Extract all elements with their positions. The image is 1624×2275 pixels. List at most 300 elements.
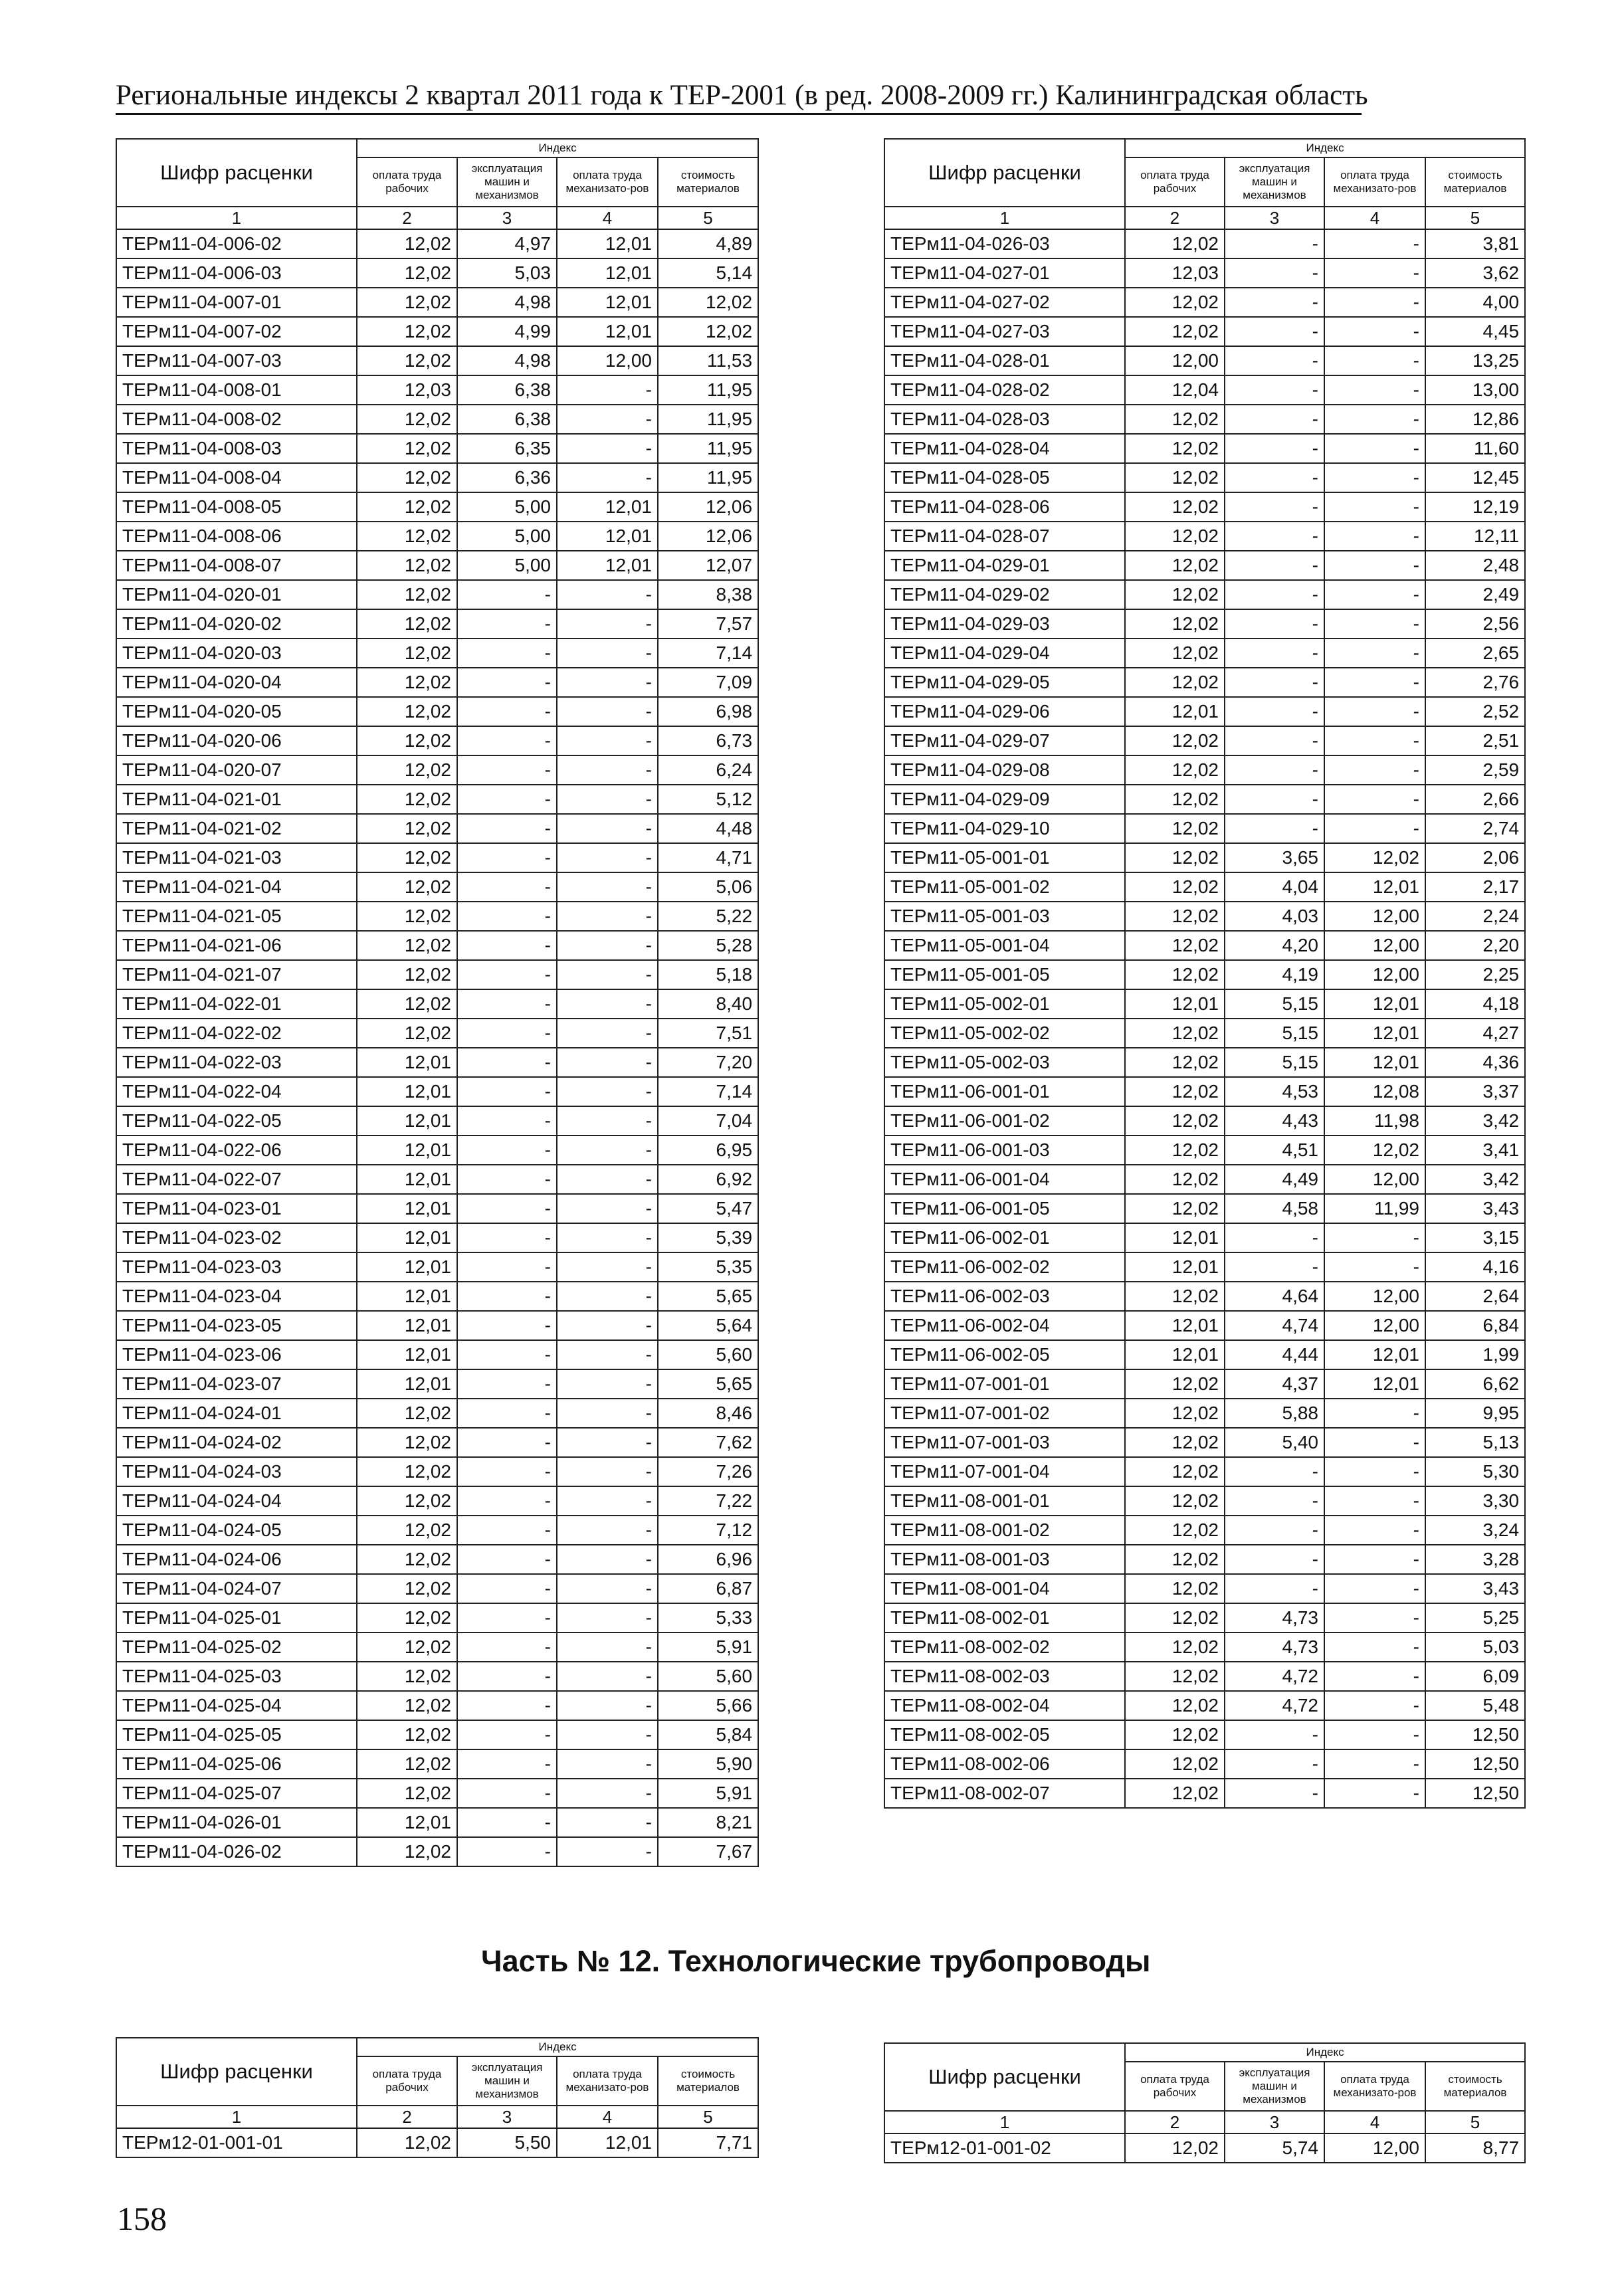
index-value-cell: 6,96 — [658, 1545, 758, 1574]
index-value-cell: 5,15 — [1225, 1019, 1324, 1048]
table-row — [884, 463, 1525, 492]
rate-code-cell: ТЕРм11-04-026-01 — [116, 1808, 357, 1837]
index-value-cell: 12,02 — [357, 346, 457, 375]
table-row — [116, 522, 758, 551]
index-value-cell: 12,02 — [1125, 785, 1225, 814]
index-value-cell: 12,02 — [1125, 1369, 1225, 1399]
index-value-cell: 4,37 — [1225, 1369, 1324, 1399]
index-value-cell: 12,02 — [1125, 492, 1225, 522]
index-value-cell: 12,01 — [357, 1106, 457, 1136]
index-value-cell: - — [457, 1457, 557, 1486]
rate-code-cell: ТЕРм11-06-002-05 — [884, 1340, 1125, 1369]
index-value-cell: 4,51 — [1225, 1136, 1324, 1165]
index-value-cell: 7,62 — [658, 1428, 758, 1457]
rate-code-cell: ТЕРм11-05-001-03 — [884, 902, 1125, 931]
index-value-cell: - — [1225, 609, 1324, 639]
rate-code-cell: ТЕРм11-04-029-04 — [884, 639, 1125, 668]
index-value-cell: - — [457, 1019, 557, 1048]
index-value-cell: 11,99 — [1324, 1194, 1425, 1223]
rate-code-cell: ТЕРм11-07-001-02 — [884, 1399, 1125, 1428]
index-value-cell: - — [1225, 434, 1324, 463]
rate-code-cell: ТЕРм11-04-008-02 — [116, 405, 357, 434]
rate-code-cell: ТЕРм11-04-024-03 — [116, 1457, 357, 1486]
index-value-cell: - — [1225, 288, 1324, 317]
index-value-cell: 12,02 — [357, 1486, 457, 1516]
index-value-cell: 12,02 — [1125, 1516, 1225, 1545]
table-row — [116, 551, 758, 580]
rate-code-cell: ТЕРм11-04-020-02 — [116, 609, 357, 639]
index-value-cell: - — [1324, 785, 1425, 814]
index-value-cell: 5,25 — [1425, 1603, 1525, 1632]
index-value-cell: 12,02 — [1125, 872, 1225, 902]
column-number: 5 — [658, 2106, 758, 2128]
index-value-cell: 7,14 — [658, 1077, 758, 1106]
index-value-cell: - — [457, 1545, 557, 1574]
rate-code-cell: ТЕРм11-04-022-04 — [116, 1077, 357, 1106]
index-value-cell: - — [557, 1428, 658, 1457]
index-value-cell: 12,01 — [1324, 1369, 1425, 1399]
table-row — [116, 229, 758, 258]
index-value-cell: 3,62 — [1425, 258, 1525, 288]
index-value-cell: - — [1225, 1252, 1324, 1282]
index-value-cell: - — [1225, 1516, 1324, 1545]
rate-code-cell: ТЕРм11-06-002-04 — [884, 1311, 1125, 1340]
index-value-cell: - — [557, 989, 658, 1019]
index-value-cell: - — [557, 1369, 658, 1399]
index-value-cell: 12,02 — [357, 726, 457, 755]
rate-code-cell: ТЕРм11-05-002-03 — [884, 1048, 1125, 1077]
index-value-cell: 5,30 — [1425, 1457, 1525, 1486]
index-value-cell: - — [1225, 1779, 1324, 1808]
index-value-cell: - — [457, 697, 557, 726]
header-machines: эксплуатация машин и механизмов — [457, 2056, 557, 2106]
index-value-cell: - — [557, 931, 658, 960]
table-row — [884, 1136, 1525, 1165]
index-value-cell: 12,02 — [357, 872, 457, 902]
table-row — [884, 1428, 1525, 1457]
index-value-cell: 12,02 — [1125, 463, 1225, 492]
index-value-cell: 2,76 — [1425, 668, 1525, 697]
index-value-cell: 4,58 — [1225, 1194, 1324, 1223]
index-value-cell: - — [557, 960, 658, 989]
table-row — [884, 1720, 1525, 1749]
index-value-cell: 12,02 — [1125, 1749, 1225, 1779]
header-machines: эксплуатация машин и механизмов — [1225, 157, 1324, 207]
table-row — [116, 1252, 758, 1282]
index-value-cell: - — [1225, 317, 1324, 346]
rate-code-cell: ТЕРм11-06-002-01 — [884, 1223, 1125, 1252]
table-row — [884, 639, 1525, 668]
index-value-cell: - — [457, 580, 557, 609]
index-value-cell: - — [1324, 814, 1425, 843]
index-value-cell: - — [557, 463, 658, 492]
index-value-cell: 12,01 — [1125, 697, 1225, 726]
index-value-cell: 4,89 — [658, 229, 758, 258]
index-value-cell: 2,24 — [1425, 902, 1525, 931]
table-row — [116, 755, 758, 785]
index-value-cell: - — [1225, 405, 1324, 434]
index-value-cell: - — [1225, 229, 1324, 258]
index-value-cell: 12,00 — [1324, 1165, 1425, 1194]
rate-code-cell: ТЕРм11-04-024-04 — [116, 1486, 357, 1516]
table-row — [884, 492, 1525, 522]
rate-code-cell: ТЕРм11-04-020-03 — [116, 639, 357, 668]
table-row — [116, 814, 758, 843]
table-row — [884, 1457, 1525, 1486]
index-value-cell: 12,02 — [357, 755, 457, 785]
index-value-cell: 7,20 — [658, 1048, 758, 1077]
index-value-cell: 12,02 — [357, 405, 457, 434]
header-index: Индекс — [357, 139, 758, 157]
index-value-cell: - — [1324, 492, 1425, 522]
index-value-cell: 4,71 — [658, 843, 758, 872]
index-value-cell: 12,01 — [357, 1311, 457, 1340]
index-value-cell: 12,02 — [1125, 229, 1225, 258]
table-row — [116, 639, 758, 668]
index-value-cell: 3,28 — [1425, 1545, 1525, 1574]
index-value-cell: - — [1324, 1545, 1425, 1574]
index-value-cell: - — [1324, 668, 1425, 697]
table-row — [116, 609, 758, 639]
index-value-cell: 11,95 — [658, 375, 758, 405]
index-value-cell: - — [1324, 1632, 1425, 1662]
index-value-cell: 7,26 — [658, 1457, 758, 1486]
index-value-cell: 4,18 — [1425, 989, 1525, 1019]
index-value-cell: 7,51 — [658, 1019, 758, 1048]
table-row — [884, 1077, 1525, 1106]
rate-code-cell: ТЕРм11-06-001-03 — [884, 1136, 1125, 1165]
column-number: 2 — [1125, 207, 1225, 229]
column-number: 2 — [1125, 2111, 1225, 2133]
index-value-cell: - — [557, 1691, 658, 1720]
index-value-cell: 12,00 — [1324, 902, 1425, 931]
index-value-cell: 12,01 — [1324, 989, 1425, 1019]
index-value-cell: - — [557, 1749, 658, 1779]
index-value-cell: - — [557, 814, 658, 843]
index-value-cell: - — [457, 1136, 557, 1165]
index-value-cell: 6,92 — [658, 1165, 758, 1194]
rate-code-cell: ТЕРм11-04-024-01 — [116, 1399, 357, 1428]
rate-code-cell: ТЕРм11-04-008-01 — [116, 375, 357, 405]
index-value-cell: - — [457, 902, 557, 931]
index-value-cell: 12,02 — [1125, 902, 1225, 931]
rate-code-cell: ТЕРм11-04-020-04 — [116, 668, 357, 697]
column-number: 3 — [1225, 2111, 1324, 2133]
column-number: 5 — [1425, 207, 1525, 229]
rate-code-cell: ТЕРм11-04-023-02 — [116, 1223, 357, 1252]
index-value-cell: - — [457, 726, 557, 755]
header-labor: оплата труда рабочих — [1125, 2062, 1225, 2111]
rate-code-cell: ТЕРм11-04-028-02 — [884, 375, 1125, 405]
index-value-cell: 12,01 — [357, 1165, 457, 1194]
index-value-cell: 4,20 — [1225, 931, 1324, 960]
index-value-cell: - — [1324, 1603, 1425, 1632]
index-value-cell: 12,02 — [357, 1574, 457, 1603]
index-value-cell: 11,95 — [658, 434, 758, 463]
index-value-cell: - — [557, 697, 658, 726]
index-value-cell: 5,74 — [1225, 2133, 1324, 2163]
table-row — [116, 1808, 758, 1837]
index-value-cell: - — [1324, 463, 1425, 492]
index-value-cell: 12,01 — [357, 1252, 457, 1282]
column-number: 2 — [357, 2106, 457, 2128]
rate-code-cell: ТЕРм11-08-002-07 — [884, 1779, 1125, 1808]
index-value-cell: - — [457, 843, 557, 872]
index-value-cell: 12,02 — [357, 288, 457, 317]
index-value-cell: 4,48 — [658, 814, 758, 843]
index-value-cell: 12,02 — [357, 1428, 457, 1457]
index-value-cell: 12,00 — [1125, 346, 1225, 375]
index-value-cell: 4,98 — [457, 346, 557, 375]
table-row — [884, 1691, 1525, 1720]
index-value-cell: 12,02 — [1125, 1632, 1225, 1662]
rate-code-cell: ТЕРм11-04-025-07 — [116, 1779, 357, 1808]
rate-code-cell: ТЕРм11-04-022-02 — [116, 1019, 357, 1048]
index-value-cell: - — [557, 1779, 658, 1808]
table-row — [116, 726, 758, 755]
index-value-cell: - — [457, 609, 557, 639]
index-value-cell: 2,48 — [1425, 551, 1525, 580]
index-value-cell: - — [557, 405, 658, 434]
index-value-cell: 12,02 — [357, 1691, 457, 1720]
index-value-cell: 7,14 — [658, 639, 758, 668]
table-row — [884, 989, 1525, 1019]
index-value-cell: - — [457, 785, 557, 814]
table-row — [116, 1106, 758, 1136]
index-value-cell: 8,40 — [658, 989, 758, 1019]
column-number: 5 — [1425, 2111, 1525, 2133]
index-value-cell: - — [457, 668, 557, 697]
header-materials: стоимость материалов — [1425, 157, 1525, 207]
index-value-cell: 5,14 — [658, 258, 758, 288]
table-row — [884, 785, 1525, 814]
index-value-cell: 6,38 — [457, 375, 557, 405]
index-value-cell: 12,02 — [357, 1603, 457, 1632]
rate-code-cell: ТЕРм11-05-002-02 — [884, 1019, 1125, 1048]
index-value-cell: - — [457, 1779, 557, 1808]
rate-code-cell: ТЕРм11-04-008-05 — [116, 492, 357, 522]
index-value-cell: - — [1225, 346, 1324, 375]
index-value-cell: - — [557, 726, 658, 755]
rate-code-cell: ТЕРм11-04-007-02 — [116, 317, 357, 346]
index-value-cell: 12,02 — [1125, 2133, 1225, 2163]
index-value-cell: - — [457, 1369, 557, 1399]
table-row — [884, 960, 1525, 989]
rate-code-cell: ТЕРм11-04-020-07 — [116, 755, 357, 785]
index-value-cell: 5,39 — [658, 1223, 758, 1252]
index-value-cell: 11,98 — [1324, 1106, 1425, 1136]
index-value-cell: - — [1324, 375, 1425, 405]
index-value-cell: 7,04 — [658, 1106, 758, 1136]
table-row — [116, 258, 758, 288]
index-value-cell: 1,99 — [1425, 1340, 1525, 1369]
rate-code-cell: ТЕРм11-04-025-04 — [116, 1691, 357, 1720]
rate-code-cell: ТЕРм11-04-025-03 — [116, 1662, 357, 1691]
index-value-cell: 12,02 — [1324, 1136, 1425, 1165]
index-value-cell: 3,43 — [1425, 1194, 1525, 1223]
index-value-cell: - — [557, 755, 658, 785]
rates-table-right — [884, 138, 1526, 1809]
index-value-cell: 12,02 — [357, 902, 457, 931]
index-value-cell: 12,02 — [357, 551, 457, 580]
rate-code-cell: ТЕРм11-04-022-05 — [116, 1106, 357, 1136]
index-value-cell: 12,02 — [1125, 551, 1225, 580]
index-value-cell: - — [1324, 1428, 1425, 1457]
index-value-cell: - — [557, 434, 658, 463]
index-value-cell: - — [1225, 1749, 1324, 1779]
index-value-cell: 12,02 — [658, 288, 758, 317]
table-row — [116, 960, 758, 989]
index-value-cell: - — [457, 1720, 557, 1749]
index-value-cell: 3,37 — [1425, 1077, 1525, 1106]
column-number-row — [884, 2111, 1525, 2133]
index-value-cell: 12,03 — [357, 375, 457, 405]
table-row — [884, 1662, 1525, 1691]
table-row — [116, 1632, 758, 1662]
table-row — [884, 843, 1525, 872]
index-value-cell: - — [557, 843, 658, 872]
index-value-cell: 4,44 — [1225, 1340, 1324, 1369]
index-value-cell: 12,02 — [357, 1749, 457, 1779]
rate-code-cell: ТЕРм11-04-008-04 — [116, 463, 357, 492]
index-value-cell: 12,02 — [357, 960, 457, 989]
index-value-cell: 12,01 — [1125, 989, 1225, 1019]
index-value-cell: - — [557, 1603, 658, 1632]
index-value-cell: - — [1324, 639, 1425, 668]
header-row — [884, 2043, 1525, 2062]
header-materials: стоимость материалов — [1425, 2062, 1525, 2111]
index-value-cell: - — [557, 375, 658, 405]
index-value-cell: 12,02 — [357, 1662, 457, 1691]
index-value-cell: 12,01 — [557, 288, 658, 317]
index-value-cell: 5,06 — [658, 872, 758, 902]
index-value-cell: 4,45 — [1425, 317, 1525, 346]
table-row — [116, 1574, 758, 1603]
index-value-cell: 4,03 — [1225, 902, 1324, 931]
table-row — [884, 1399, 1525, 1428]
table-row — [116, 989, 758, 1019]
header-materials: стоимость материалов — [658, 2056, 758, 2106]
table-row — [884, 1545, 1525, 1574]
index-value-cell: - — [557, 872, 658, 902]
index-value-cell: 7,57 — [658, 609, 758, 639]
rate-code-cell: ТЕРм11-04-021-04 — [116, 872, 357, 902]
index-value-cell: - — [557, 1165, 658, 1194]
table-row — [884, 1632, 1525, 1662]
index-value-cell: 4,72 — [1225, 1662, 1324, 1691]
table-row — [116, 288, 758, 317]
column-number: 2 — [357, 207, 457, 229]
index-value-cell: - — [1324, 1457, 1425, 1486]
index-value-cell: - — [557, 902, 658, 931]
index-value-cell: 4,27 — [1425, 1019, 1525, 1048]
index-value-cell: - — [557, 580, 658, 609]
header-code: Шифр расценки — [116, 139, 357, 207]
index-value-cell: 11,95 — [658, 463, 758, 492]
rate-code-cell: ТЕРм11-04-029-10 — [884, 814, 1125, 843]
index-value-cell: 3,30 — [1425, 1486, 1525, 1516]
index-value-cell: 12,01 — [557, 258, 658, 288]
index-value-cell: - — [457, 989, 557, 1019]
header-row — [884, 139, 1525, 157]
index-value-cell: - — [457, 1106, 557, 1136]
index-value-cell: 12,86 — [1425, 405, 1525, 434]
index-value-cell: 12,02 — [1125, 843, 1225, 872]
rate-code-cell: ТЕРм11-04-023-07 — [116, 1369, 357, 1399]
index-value-cell: 3,42 — [1425, 1165, 1525, 1194]
index-value-cell: 12,01 — [557, 229, 658, 258]
index-value-cell: 2,51 — [1425, 726, 1525, 755]
index-value-cell: 4,98 — [457, 288, 557, 317]
rate-code-cell: ТЕРм11-04-028-03 — [884, 405, 1125, 434]
index-value-cell: 4,16 — [1425, 1252, 1525, 1282]
index-value-cell: 12,02 — [1125, 1399, 1225, 1428]
index-value-cell: - — [1324, 405, 1425, 434]
index-value-cell: 12,02 — [1125, 960, 1225, 989]
index-value-cell: - — [1324, 697, 1425, 726]
index-value-cell: 4,97 — [457, 229, 557, 258]
header-mech-labor: оплата труда механизато-ров — [1324, 2062, 1425, 2111]
column-number: 1 — [116, 207, 357, 229]
index-value-cell: - — [557, 609, 658, 639]
index-value-cell: - — [1324, 1516, 1425, 1545]
index-value-cell: 12,02 — [357, 2128, 457, 2157]
index-value-cell: 12,01 — [557, 2128, 658, 2157]
index-value-cell: 2,56 — [1425, 609, 1525, 639]
index-value-cell: - — [1225, 1720, 1324, 1749]
rate-code-cell: ТЕРм11-07-001-01 — [884, 1369, 1125, 1399]
index-value-cell: 12,02 — [357, 580, 457, 609]
table-row — [116, 1428, 758, 1457]
index-value-cell: 12,02 — [357, 434, 457, 463]
rate-code-cell: ТЕРм11-04-020-06 — [116, 726, 357, 755]
index-value-cell: 12,02 — [1125, 931, 1225, 960]
index-value-cell: - — [457, 960, 557, 989]
index-value-cell: 12,02 — [1125, 1136, 1225, 1165]
index-value-cell: - — [1225, 639, 1324, 668]
header-index: Индекс — [1125, 139, 1525, 157]
table-row — [116, 1369, 758, 1399]
index-value-cell: - — [457, 1749, 557, 1779]
index-value-cell: 3,15 — [1425, 1223, 1525, 1252]
rate-code-cell: ТЕРм11-05-002-01 — [884, 989, 1125, 1019]
index-value-cell: - — [1324, 609, 1425, 639]
index-value-cell: 4,64 — [1225, 1282, 1324, 1311]
index-value-cell: 2,64 — [1425, 1282, 1525, 1311]
index-value-cell: - — [557, 1808, 658, 1837]
header-labor: оплата труда рабочих — [357, 2056, 457, 2106]
table-row — [116, 843, 758, 872]
index-value-cell: 12,02 — [357, 1837, 457, 1866]
index-value-cell: 12,01 — [357, 1077, 457, 1106]
table-row — [884, 522, 1525, 551]
table-row — [116, 1399, 758, 1428]
index-value-cell: - — [1225, 1223, 1324, 1252]
column-number-row — [116, 2106, 758, 2128]
column-number: 4 — [557, 207, 658, 229]
rates-table-part12-right — [884, 2042, 1526, 2163]
table-row — [884, 668, 1525, 697]
table-row — [116, 1545, 758, 1574]
index-value-cell: 12,01 — [357, 1369, 457, 1399]
header-index: Индекс — [357, 2038, 758, 2056]
rate-code-cell: ТЕРм11-04-025-02 — [116, 1632, 357, 1662]
index-value-cell: - — [457, 1194, 557, 1223]
table-row — [116, 1662, 758, 1691]
index-value-cell: - — [1225, 755, 1324, 785]
rate-code-cell: ТЕРм11-04-020-05 — [116, 697, 357, 726]
index-value-cell: 4,36 — [1425, 1048, 1525, 1077]
